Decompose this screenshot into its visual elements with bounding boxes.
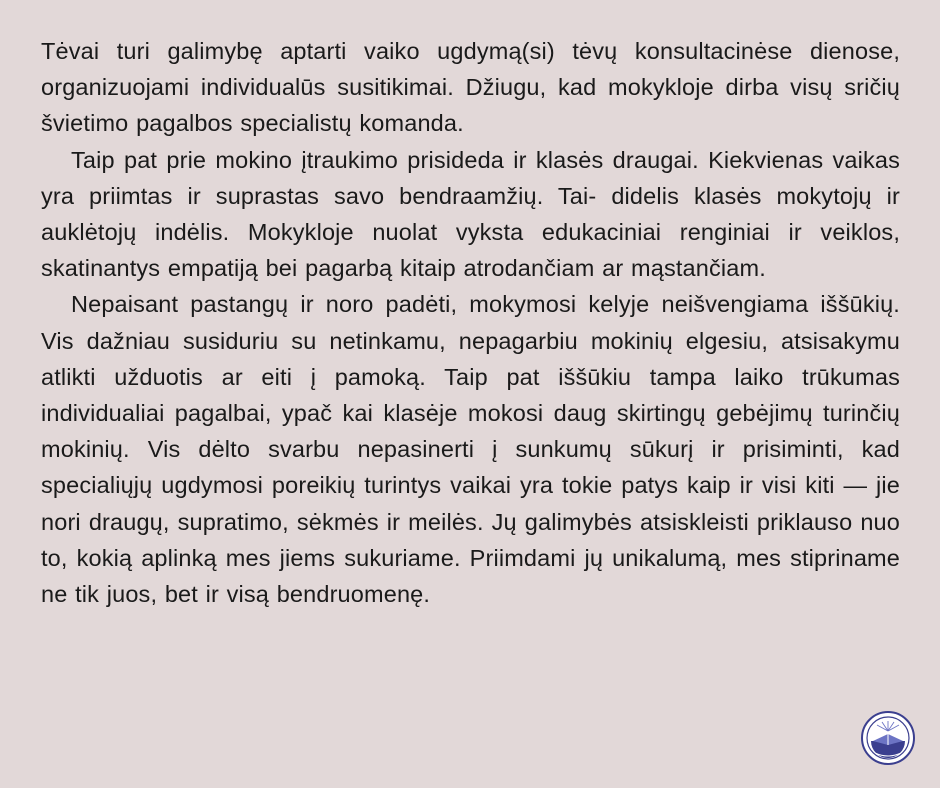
paragraph-3: Nepaisant pastangų ir noro padėti, mokymosi kelyje neišvengiama iššūkių. Vis dažniau susiduriu su netinkamu, nepagarbiu mokinių elgesiu, atsisakymu atlikti užduotis ar eiti į pamoką. Taip pat iššūkiu tampa laiko trūkumas individualiai pagalbai, ypač kai klasėje mokosi daug skirtingų gebėjimų turinčių mokinių. Vis dėlto svarbu nepasinerti į sunkumų sūkurį ir prisiminti, kad specialiųjų ugdymosi poreikių turintys vaikai yra tokie patys kaip ir visi kiti — jie nori draugų, supratimo, sėkmės ir meilės. Jų galimybės atsiskleisti priklauso nuo to, kokią aplinką mes jiems sukuriame. Priimdami jų unikalumą, mes stipriname ne tik juos, bet ir visą bendruomenę. [41, 291, 900, 608]
school-emblem-icon [861, 711, 915, 765]
document-body [41, 33, 900, 612]
paragraph-1: Tėvai turi galimybę aptarti vaiko ugdymą(si) tėvų konsultacinėse dienose, organizuojami individualūs susitikimai. Džiugu, kad mokykloje dirba visų sričių švietimo pagalbos specialistų komanda. [41, 38, 900, 137]
paragraph-2: Taip pat prie mokino įtraukimo prisideda ir klasės draugai. Kiekvienas vaikas yra priimtas ir suprastas savo bendraamžių. Tai- didelis klasės mokytojų ir auklėtojų indėlis. Mokykloje nuolat vyksta edukaciniai renginiai ir veiklos, skatinantys empatiją bei pagarbą kitaip atrodančiam ar mąstančiam. [41, 146, 900, 282]
